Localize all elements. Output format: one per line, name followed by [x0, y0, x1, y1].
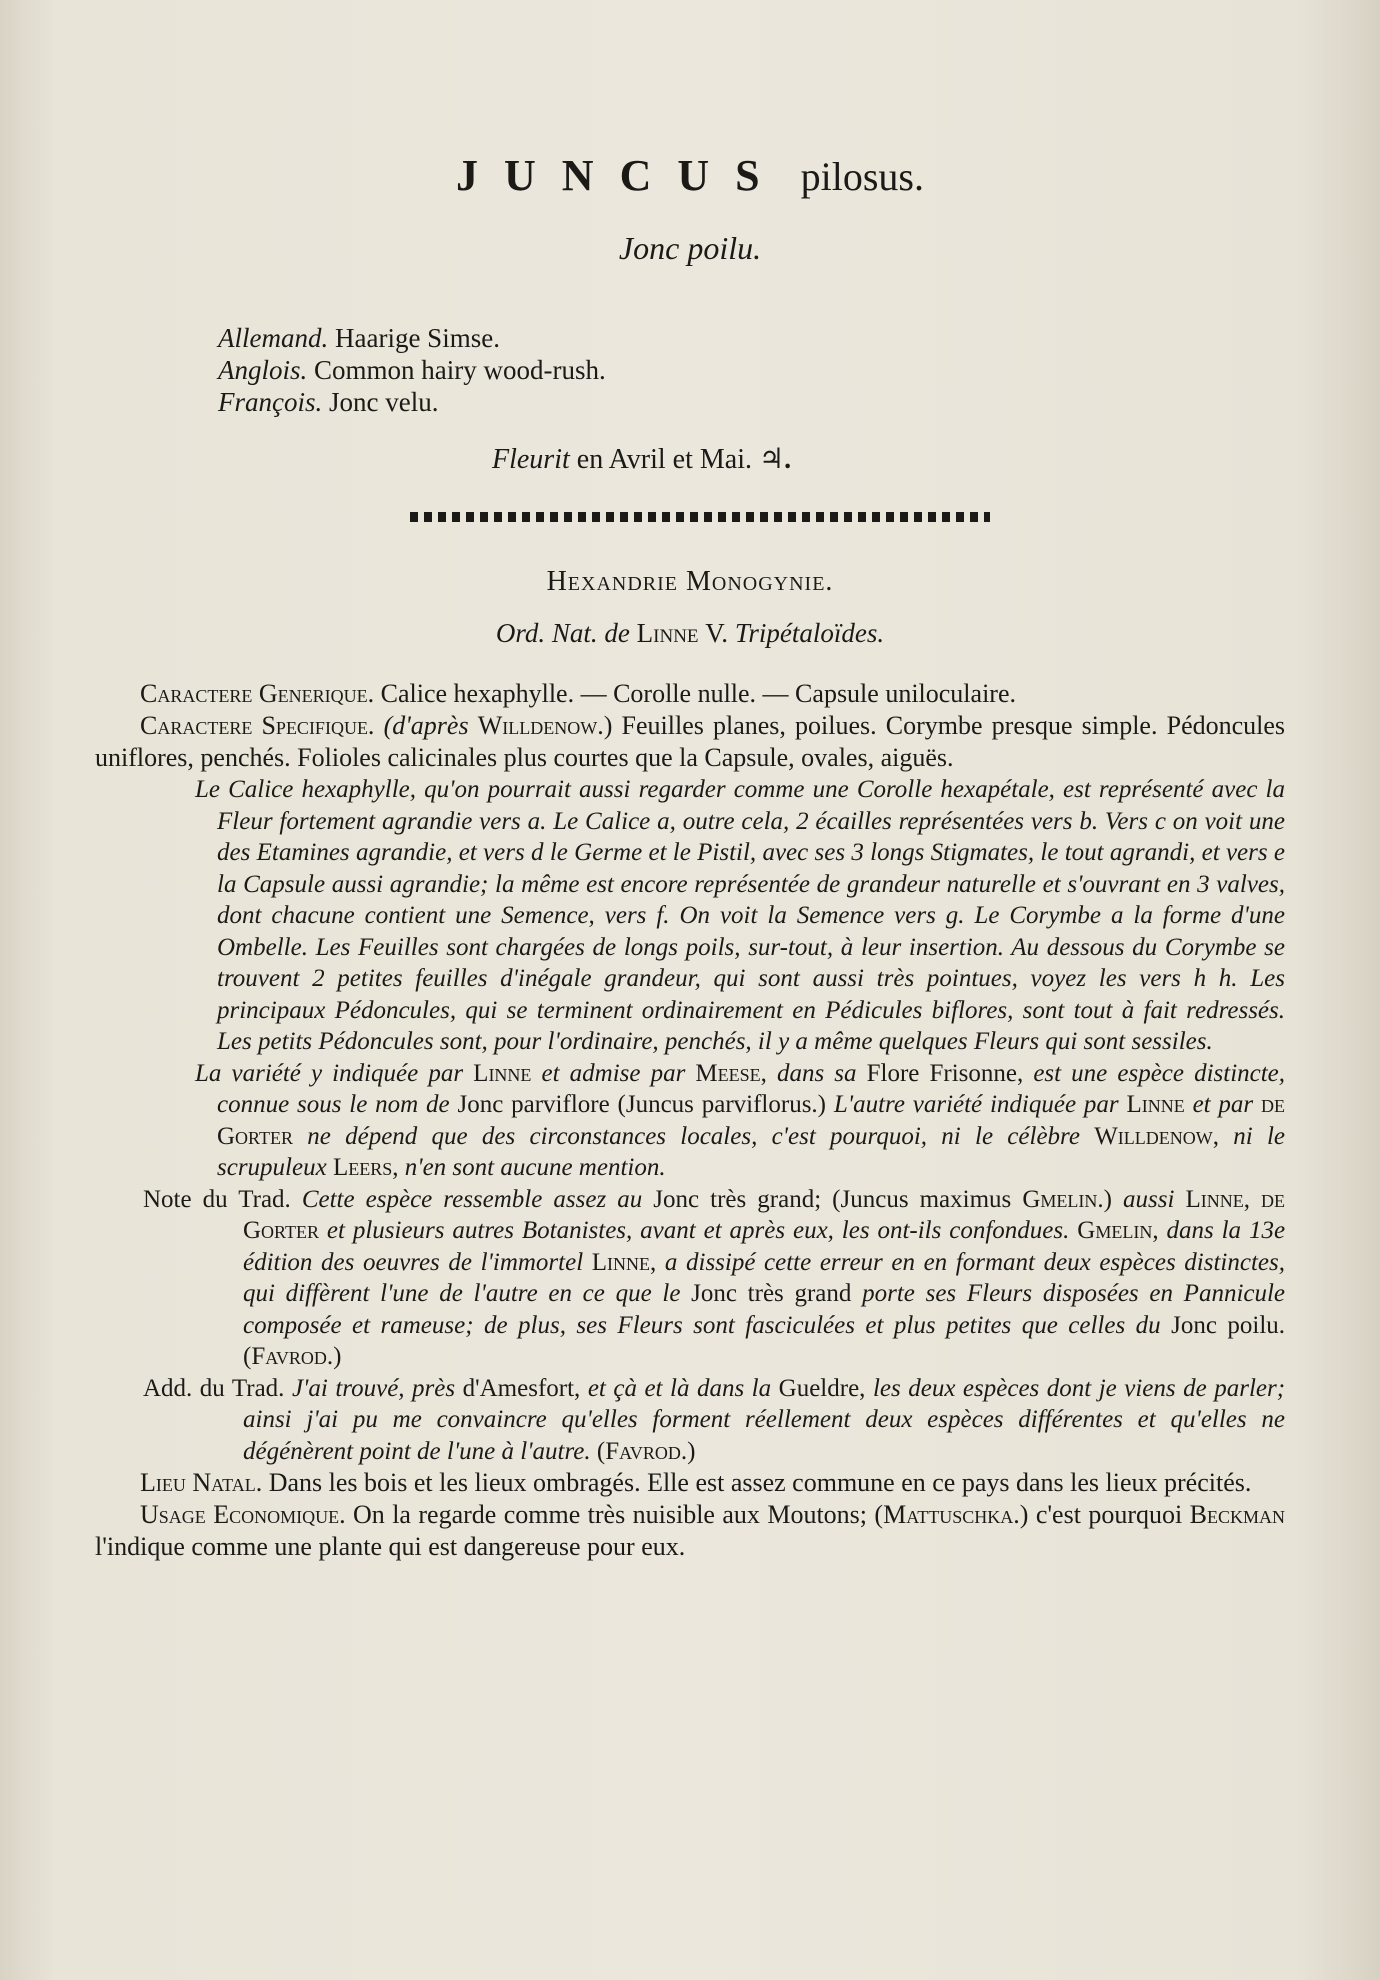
common-names	[218, 322, 606, 418]
plate-description: Le Calice hexaphylle, qu'on pourrait aussi regarder comme une Corolle hexapétale, est représenté avec la Fleur fortement agrandie vers a. Le Calice a, outre cela, 2 écailles représentées vers b. Vers c on voit une des Etamines agrandie, et vers d le Germe et le Pistil, avec ses 3 longs Stigmates, le tout agrandi, et vers e la Capsule aussi agrandie; la même est encore représentée de grandeur naturelle et s'ouvrant en 3 valves, dont chacune contient une Semence, vers f. On voit la Semence vers g. Le Corymbe a la forme d'une Ombelle. Les Feuilles sont chargées de longs poils, sur-tout, à leur insertion. Au dessous du Corymbe se trouvent 2 petites feuilles d'inégale grandeur, qui sont aussi très pointues, voyez les vers h h. Les principaux Pédoncules, qui se terminent ordinairement en Pédicules biflores, sont tout à fait redressés. Les petits Pédoncules sont, pour l'ordinaire, penchés, il y a même quelques Fleurs qui sont sessiles.	[195, 776, 1285, 1055]
translator-addition: Add. du Trad. J'ai trouvé, près d'Amesfort, et çà et là dans la Gueldre, les deux espèces dont je viens de parler; ainsi j'ai pu me convaincre qu'elles forment réellement deux espèces différentes et qu'elles ne dégénèrent point de l'une à l'autre. (Favrod.)	[143, 1374, 1286, 1465]
genus-name: JUNCUS	[456, 151, 786, 200]
linnean-class: Hexandrie Monogynie.	[546, 566, 834, 597]
flowering-time: Fleurit en Avril et Mai. ♃.	[492, 444, 792, 475]
common-name-row: Allemand. Haarige Simse.	[218, 323, 500, 353]
species-name: pilosus.	[800, 154, 924, 199]
perennial-symbol: ♃.	[758, 444, 792, 475]
common-name-row: François. Jonc velu.	[218, 387, 439, 417]
generic-character: Caractere Generique. Calice hexaphylle. — Corolle nulle. — Capsule uniloculaire.	[140, 679, 1016, 708]
economic-use: Usage Economique. On la regarde comme très nuisible aux Moutons; (Mattuschka.) c'est pourquoi Beckman l'indique comme une plante qui est dangereuse pour eux.	[95, 1500, 1285, 1561]
variety-paragraph: La variété y indiquée par Linne et admise par Meese, dans sa Flore Frisonne, est une espèce distincte, connue sous le nom de Jonc parviflore (Juncus parviflorus.) L'autre variété indiquée par Linne et par de Gorter ne dépend que des circonstances locales, c'est pourquoi, ni le célèbre Willdenow, ni le scrupuleux Leers, n'en sont aucune mention.	[195, 1059, 1286, 1181]
specific-character: Caractere Specifique. (d'après Willdenow.) Feuilles planes, poilues. Corymbe presque simple. Pédoncules uniflores, penchés. Folioles calicinales plus courtes que la Capsule, ovales, aiguës.	[95, 711, 1286, 772]
main-text	[95, 678, 1285, 1563]
translator-note: Note du Trad. Cette espèce ressemble assez au Jonc très grand; (Juncus maximus Gmelin.) aussi Linne, de Gorter et plusieurs autres Botanistes, avant et après eux, les ont-ils confondues. Gmelin, dans la 13e édition des oeuvres de l'immortel Linne, a dissipé cette erreur en en formant deux espèces distinctes, qui diffèrent l'une de l'autre en ce que le Jonc très grand porte ses Fleurs disposées en Pannicule composée et rameuse; de plus, ses Fleurs sont fasciculées et plus petites que celles du Jonc poilu. (Favrod.)	[143, 1185, 1286, 1370]
french-name: Jonc poilu.	[618, 230, 762, 266]
natural-order: Ord. Nat. de Linne V. Tripétaloïdes.	[495, 618, 885, 648]
habitat: Lieu Natal. Dans les bois et les lieux ombragés. Elle est assez commune en ce pays dans les lieux précités.	[140, 1468, 1252, 1497]
page-title	[0, 150, 1380, 201]
ornamental-rule	[410, 512, 990, 522]
common-name-row: Anglois. Common hairy wood-rush.	[218, 355, 606, 385]
